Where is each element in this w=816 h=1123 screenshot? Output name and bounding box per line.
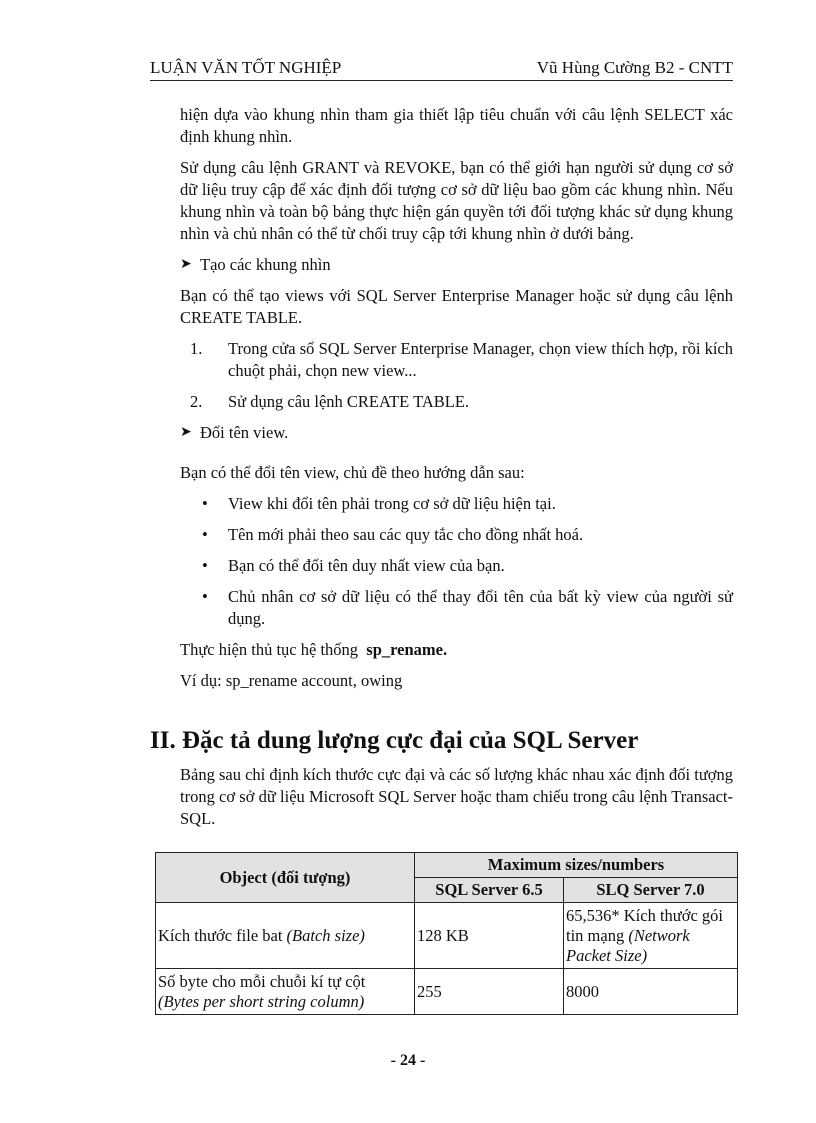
list-item-text: Sử dụng câu lệnh CREATE TABLE. (228, 392, 470, 411)
arrow-item (180, 254, 733, 276)
list-item (180, 338, 733, 382)
list-number: 2. (190, 392, 203, 411)
cell-v65: 255 (415, 969, 564, 1015)
paragraph: hiện dựa vào khung nhìn tham gia thiết lập tiêu chuẩn với câu lệnh SELECT xác định khung nhìn. (180, 105, 733, 146)
header-right: Vũ Hùng Cường B2 - CNTT (536, 58, 733, 77)
bullet-item (180, 493, 733, 515)
section-heading: II. Đặc tả dung lượng cực đại của SQL Server (150, 727, 639, 754)
bullet-text: Bạn có thể đổi tên duy nhất view của bạn. (228, 556, 505, 575)
section-intro: Bảng sau chỉ định kích thước cực đại và các số lượng khác nhau xác định đối tượng trong cơ sở dữ liệu Microsoft SQL Server hoặc tham chiếu trong câu lệnh Transact-SQL. (180, 765, 733, 828)
example-line: Ví dụ: sp_rename account, owing (180, 671, 403, 690)
paragraph: Bạn có thể tạo views với SQL Server Enterprise Manager hoặc sử dụng câu lệnh CREATE TABLE. (180, 286, 733, 327)
body-content (180, 104, 733, 701)
header-left: LUẬN VĂN TỐT NGHIỆP (150, 58, 342, 77)
cell-object-italic: (Batch size) (286, 925, 365, 945)
cell-object-italic: (Bytes per short string column) (158, 991, 365, 1011)
page-number: - 24 - (390, 1052, 426, 1069)
procedure-name: sp_rename. (366, 640, 448, 659)
arrow-item-text: Đổi tên view. (200, 423, 289, 442)
header-max: Maximum sizes/numbers (415, 853, 738, 878)
arrow-item-text: Tạo các khung nhìn (200, 255, 331, 274)
arrow-item (180, 422, 733, 444)
arrow-icon: ➤ (180, 257, 192, 272)
cell-object (156, 903, 415, 969)
bullet-icon: • (202, 587, 208, 606)
procedure-text: Thực hiện thủ tục hệ thống (180, 640, 359, 659)
header-object: Object (đối tượng) (156, 853, 415, 903)
cell-object-text: Kích thước file bat (158, 925, 283, 945)
table-row (156, 903, 738, 969)
cell-v70-italic: (Network Packet Size) (566, 925, 690, 965)
page-header (150, 58, 733, 81)
cell-v70: 8000 (564, 969, 738, 1015)
paragraph: Sử dụng câu lệnh GRANT và REVOKE, bạn có thể giới hạn người sử dụng cơ sở dữ liệu truy cập để xác định đối tượng cơ sở dữ liệu bao gồm các khung nhìn. Nếu khung nhìn và toàn bộ bảng thực hiện gán quyền tới đối tượng khác sử dụng khung nhìn và chủ nhân có thể từ chối truy cập tới khung nhìn ở dưới bảng. (180, 158, 733, 243)
header-sql65: SQL Server 6.5 (415, 878, 564, 903)
list-item (180, 391, 733, 413)
arrow-icon: ➤ (180, 425, 192, 440)
bullet-text: Chủ nhân cơ sở dữ liệu có thể thay đổi tên của bất kỳ view của người sử dụng. (228, 587, 733, 628)
bullet-icon: • (202, 556, 208, 575)
bullet-text: View khi đổi tên phải trong cơ sở dữ liệu hiện tại. (228, 494, 556, 513)
table-row (156, 969, 738, 1015)
limits-table (155, 852, 738, 1015)
list-number: 1. (190, 339, 203, 358)
cell-object-text: Số byte cho mỗi chuỗi kí tự cột (158, 971, 366, 991)
bullet-icon: • (202, 525, 208, 544)
bullet-item (180, 586, 733, 630)
paragraph: Bạn có thể đổi tên view, chủ đề theo hướng dẫn sau: (180, 463, 525, 482)
bullet-item (180, 524, 733, 546)
table-header-row (156, 853, 738, 878)
cell-object (156, 969, 415, 1015)
list-item-text: Trong cửa sổ SQL Server Enterprise Manager, chọn view thích hợp, rồi kích chuột phải, chọn new view... (228, 339, 733, 380)
bullet-icon: • (202, 494, 208, 513)
cell-v70-text: 65,536* Kích thước gói tin mạng (566, 905, 723, 945)
header-sql70: SLQ Server 7.0 (564, 878, 738, 903)
cell-v65: 128 KB (415, 903, 564, 969)
bullet-text: Tên mới phải theo sau các quy tắc cho đồng nhất hoá. (228, 525, 584, 544)
paragraph (180, 639, 733, 661)
bullet-item (180, 555, 733, 577)
cell-v70 (564, 903, 738, 969)
